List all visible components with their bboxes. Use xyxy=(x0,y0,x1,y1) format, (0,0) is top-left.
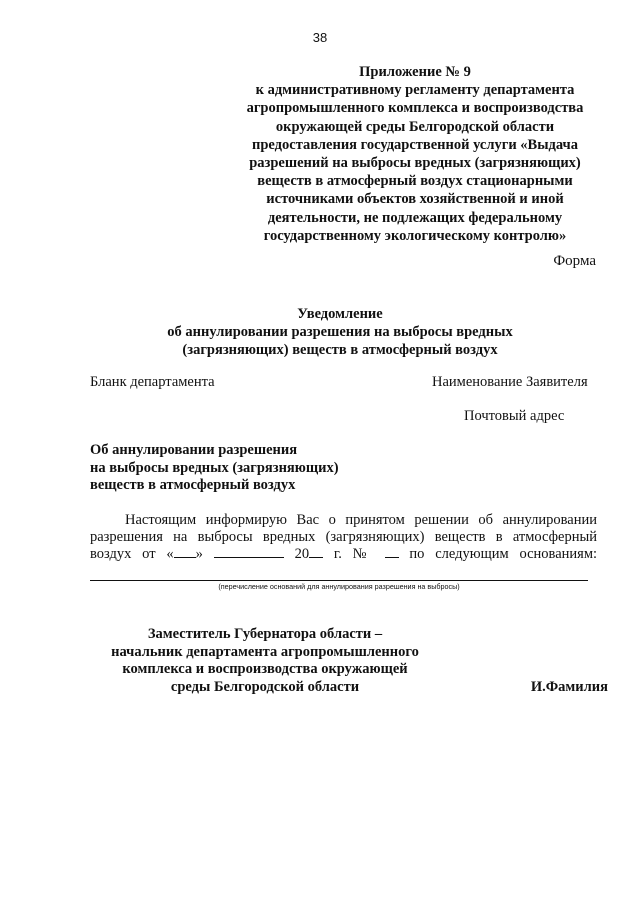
appendix-line: разрешений на выбросы вредных (загрязняющих) xyxy=(249,155,581,172)
year-blank xyxy=(309,545,323,558)
appendix-line: государственному экологическому контролю» xyxy=(263,227,567,244)
reasons-lead: по следующим основаниям: xyxy=(409,546,598,562)
signatory-line: среды Белгородской области xyxy=(170,679,360,696)
body-line-blanks xyxy=(90,545,597,563)
subject-line: веществ в атмосферный воздух xyxy=(90,477,296,493)
body-line: Настоящим информирую Вас о принятом решении об аннулировании xyxy=(125,512,597,528)
word-from: от xyxy=(142,546,156,562)
day-blank xyxy=(174,545,196,558)
signatory-name: И.Фамилия xyxy=(530,679,608,695)
subject-line: на выбросы вредных (загрязняющих) xyxy=(90,459,339,476)
signatory-title xyxy=(80,626,450,697)
appendix-header xyxy=(200,63,630,245)
appendix-line: деятельности, не подлежащих федеральному xyxy=(267,209,563,226)
department-blank: Бланк департамента xyxy=(90,374,215,390)
body-line: разрешения на выбросы вредных (загрязняющих) веществ в атмосферный xyxy=(90,528,597,545)
appendix-line: агропромышленного комплекса и воспроизводства xyxy=(246,100,584,117)
subject-block xyxy=(90,442,339,495)
signatory-line: комплекса и воспроизводства окружающей xyxy=(122,661,408,678)
applicant-name: Наименование Заявителя xyxy=(432,374,588,390)
notice-line: (загрязняющих) веществ в атмосферный воздух xyxy=(182,342,498,358)
date-year: 20 xyxy=(295,546,324,562)
word-air: воздух xyxy=(90,546,132,562)
form-label: Форма xyxy=(553,253,596,269)
notice-title xyxy=(110,305,570,359)
notice-line: об аннулировании разрешения на выбросы вредных xyxy=(167,324,513,340)
reasons-blank-line xyxy=(90,580,588,581)
page-number: 38 xyxy=(312,30,328,45)
date-day: « » xyxy=(166,546,203,562)
signatory-line: Заместитель Губернатора области – xyxy=(147,626,383,642)
notice-heading: Уведомление xyxy=(297,306,383,322)
appendix-line: окружающей среды Белгородской области xyxy=(275,118,555,135)
reasons-caption: (перечисление оснований для аннулирования разрешения на выбросы) xyxy=(218,582,460,591)
number-sign: № xyxy=(352,546,374,562)
postal-address: Почтовый адрес xyxy=(464,408,565,424)
signatory-line: начальник департамента агропромышленного xyxy=(111,643,419,660)
appendix-line: к административному регламенту департамента xyxy=(255,82,575,99)
month-blank xyxy=(214,545,284,558)
appendix-line: веществ в атмосферный воздух стационарными xyxy=(257,173,573,190)
appendix-line: предоставления государственной услуги «Выдача xyxy=(252,136,578,153)
appendix-line: источниками объектов хозяйственной и иной xyxy=(266,191,564,208)
appendix-title: Приложение № 9 xyxy=(359,64,471,80)
number-blank xyxy=(385,545,399,558)
subject-line: Об аннулировании разрешения xyxy=(90,442,298,458)
body-paragraph xyxy=(90,512,597,563)
year-abbrev: г. xyxy=(333,546,342,562)
